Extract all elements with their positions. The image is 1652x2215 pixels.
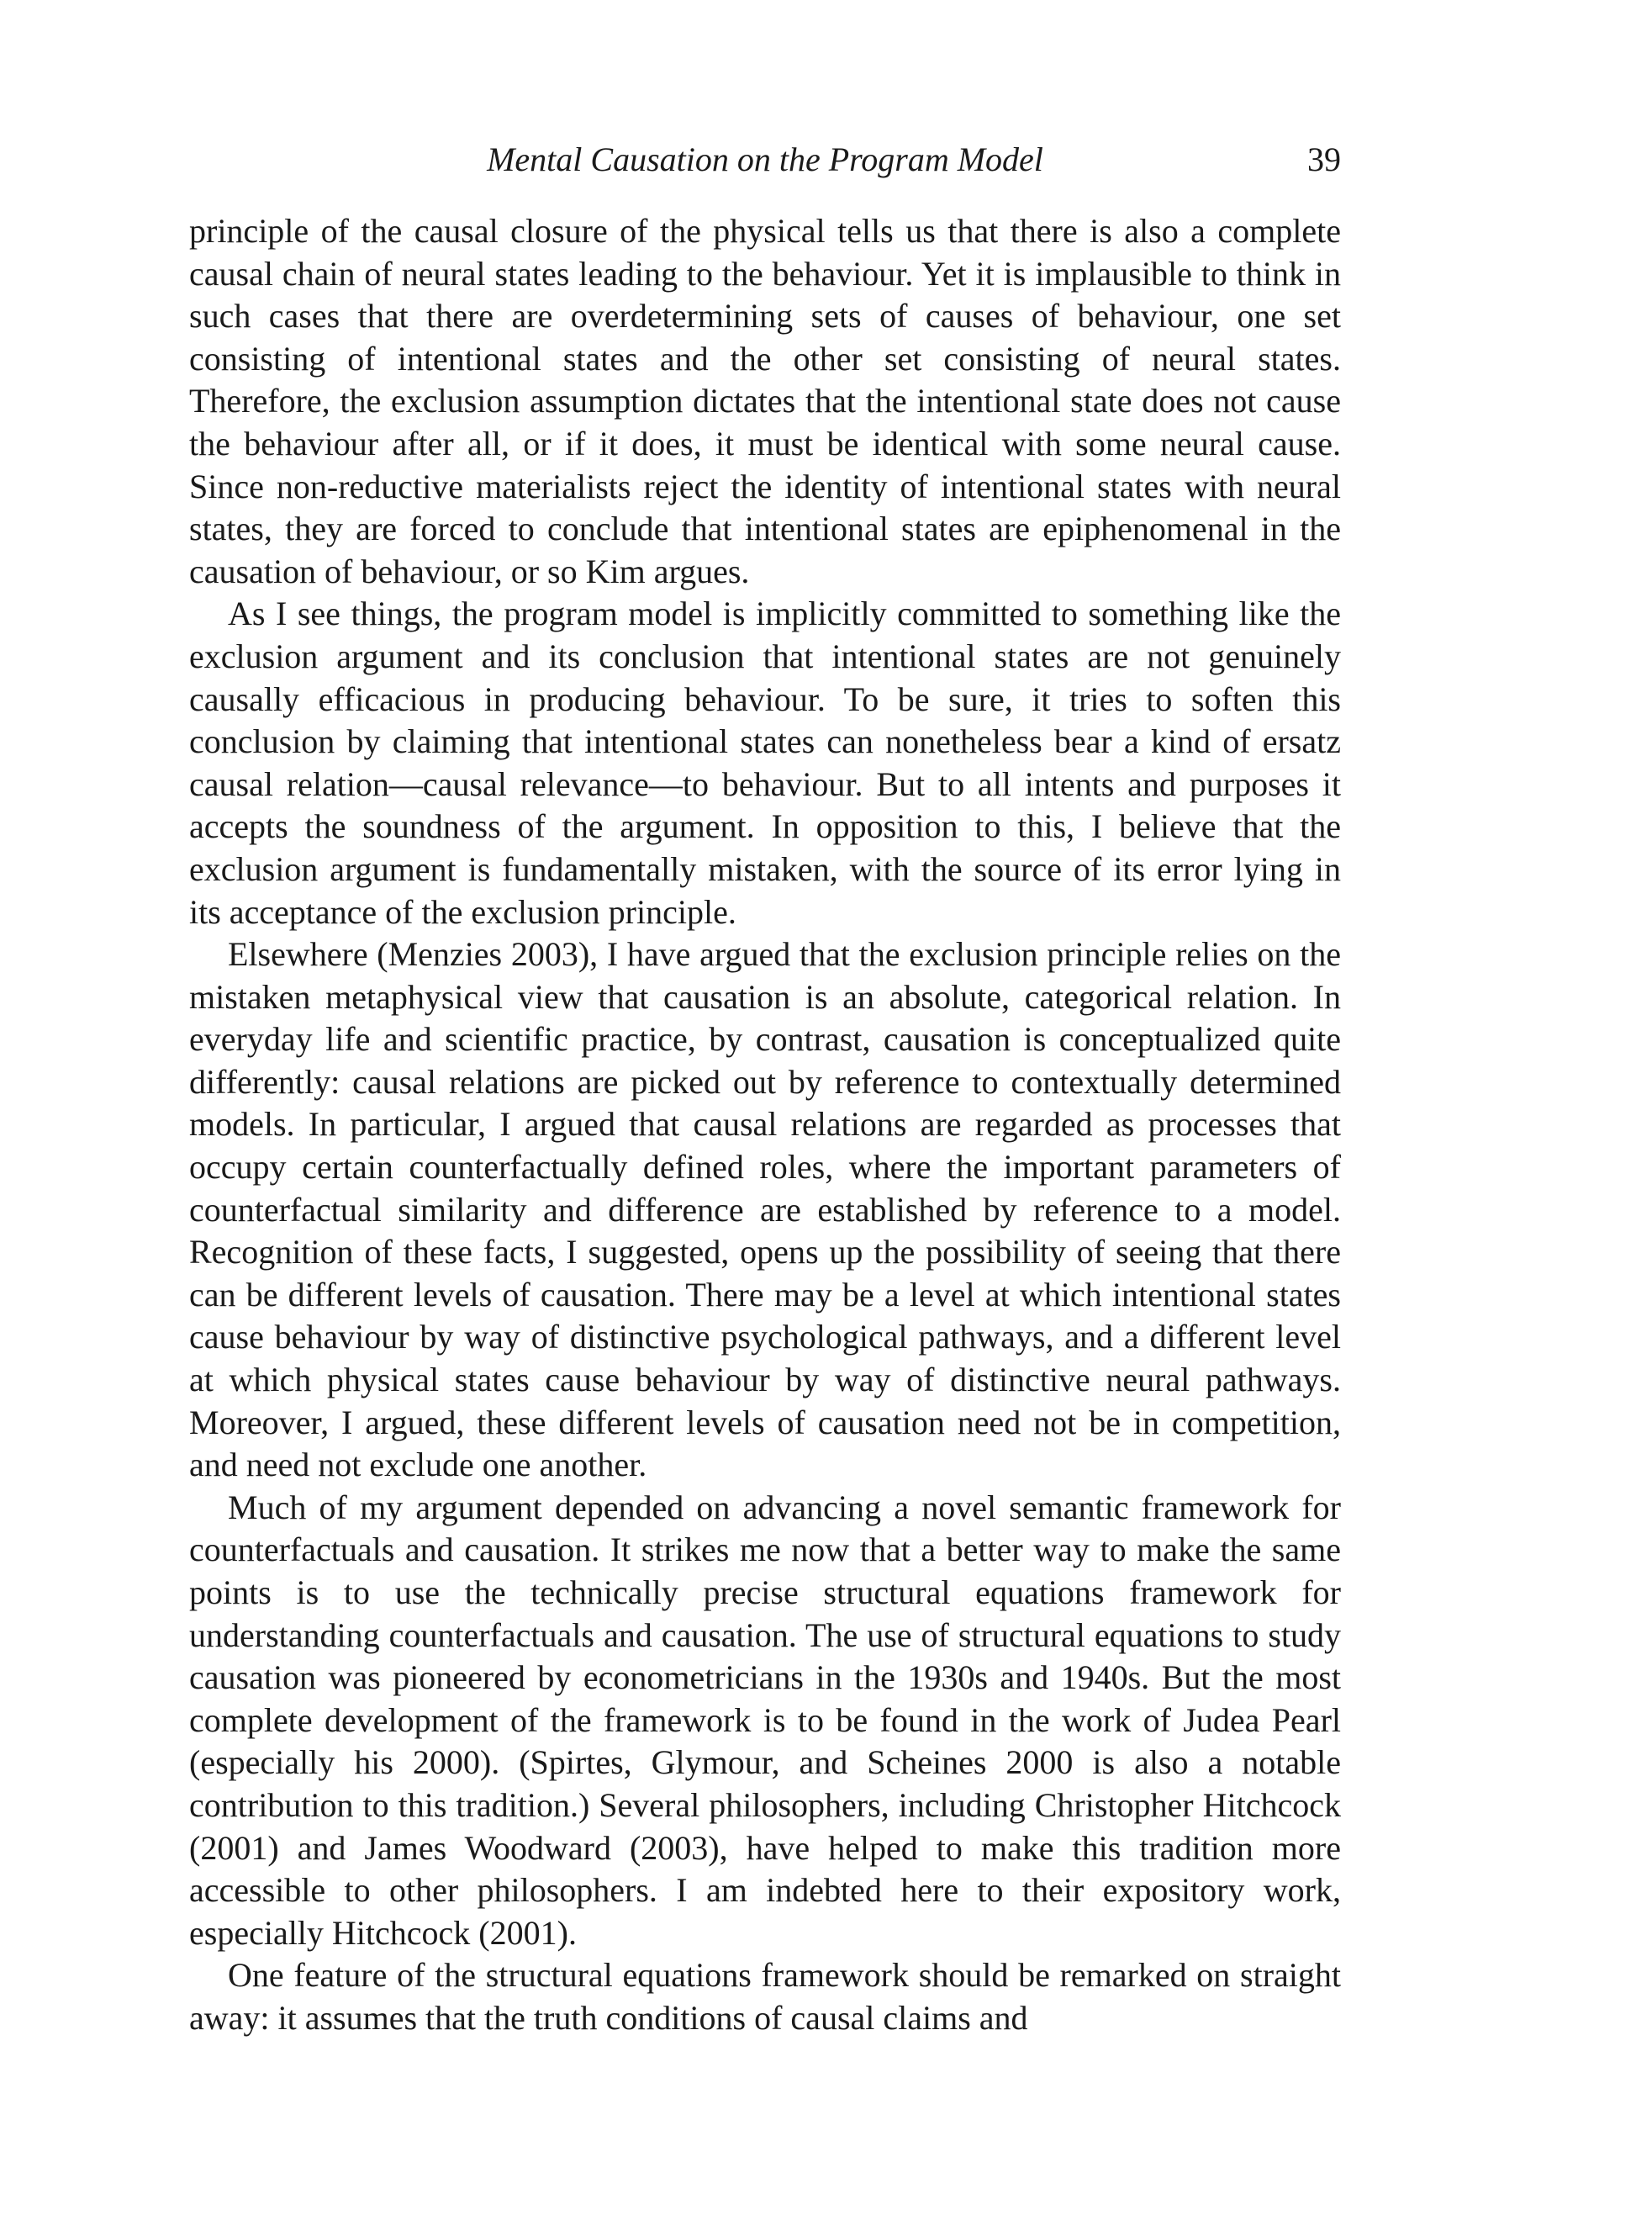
running-head: [189, 135, 1341, 185]
running-title: Mental Causation on the Program Model: [487, 140, 1043, 178]
paragraph-elsewhere: Elsewhere (Menzies 2003), I have argued that the exclusion principle relies on the mistaken metaphysical view that causation is an absolute, categorical relation. In everyday life and scientific practice, by contrast, causation is conceptualized quite differently: causal relations are picked out by reference to contextually determined models. In particular, I argued that causal relations are regarded as processes that occupy certain counterfactually defined roles, where the important parameters of counterfactual similarity and difference are established by reference to a model. Recognition of these facts, I suggested, opens up the possibility of seeing that there can be different levels of causation. There may be a level at which intentional states cause behaviour by way of distinctive psychological pathways, and a different level at which physical states cause behaviour by way of distinctive neural pathways. Moreover, I argued, these different levels of causation need not be in competition, and need not exclude one another.: [189, 935, 1341, 1484]
body-text: [189, 210, 1341, 2040]
paragraph-one-feature: One feature of the structural equations framework should be remarked on straight away: it assumes that the truth conditions of causal claims and: [189, 1956, 1341, 2037]
paragraph-structural-equations: Much of my argument depended on advancing a novel semantic framework for counterfactuals and causation. It strikes me now that a better way to make the same points is to use the technically precise structural equations framework for understanding counterfactuals and causation. The use of structural equations to study causation was pioneered by econometricians in the 1930s and 1940s. But the most complete development of the framework is to be found in the work of Judea Pearl (especially his 2000). (Spirtes, Glymour, and Scheines 2000 is also a notable contribution to this tradition.) Several philosophers, including Christopher Hitchcock (2001) and James Woodward (2003), have helped to make this tradition more accessible to other philosophers. I am indebted here to their expository work, especially Hitchcock (2001).: [189, 1488, 1341, 1952]
page-number: 39: [1307, 140, 1341, 178]
paragraph-continued: principle of the causal closure of the physical tells us that there is also a complete causal chain of neural states leading to the behaviour. Yet it is implausible to think in such cases that there are overdetermining sets of causes of behaviour, one set consisting of intentional states and the other set consisting of neural states. Therefore, the exclusion assumption dictates that the intentional state does not cause the behaviour after all, or if it does, it must be identical with some neural cause. Since non-reductive materialists reject the identity of intentional states with neural states, they are forced to conclude that intentional states are epiphenomenal in the causation of behaviour, or so Kim argues.: [189, 212, 1341, 590]
paragraph-program-model: As I see things, the program model is implicitly committed to something like the exclusion argument and its conclusion that intentional states are not genuinely causally efficacious in producing behaviour. To be sure, it tries to soften this conclusion by claiming that intentional states can nonetheless bear a kind of ersatz causal relation—causal relevance—to behaviour. But to all intents and purposes it accepts the soundness of the argument. In opposition to this, I believe that the exclusion argument is fundamentally mistaken, with the source of its error lying in its acceptance of the exclusion principle.: [189, 595, 1341, 931]
